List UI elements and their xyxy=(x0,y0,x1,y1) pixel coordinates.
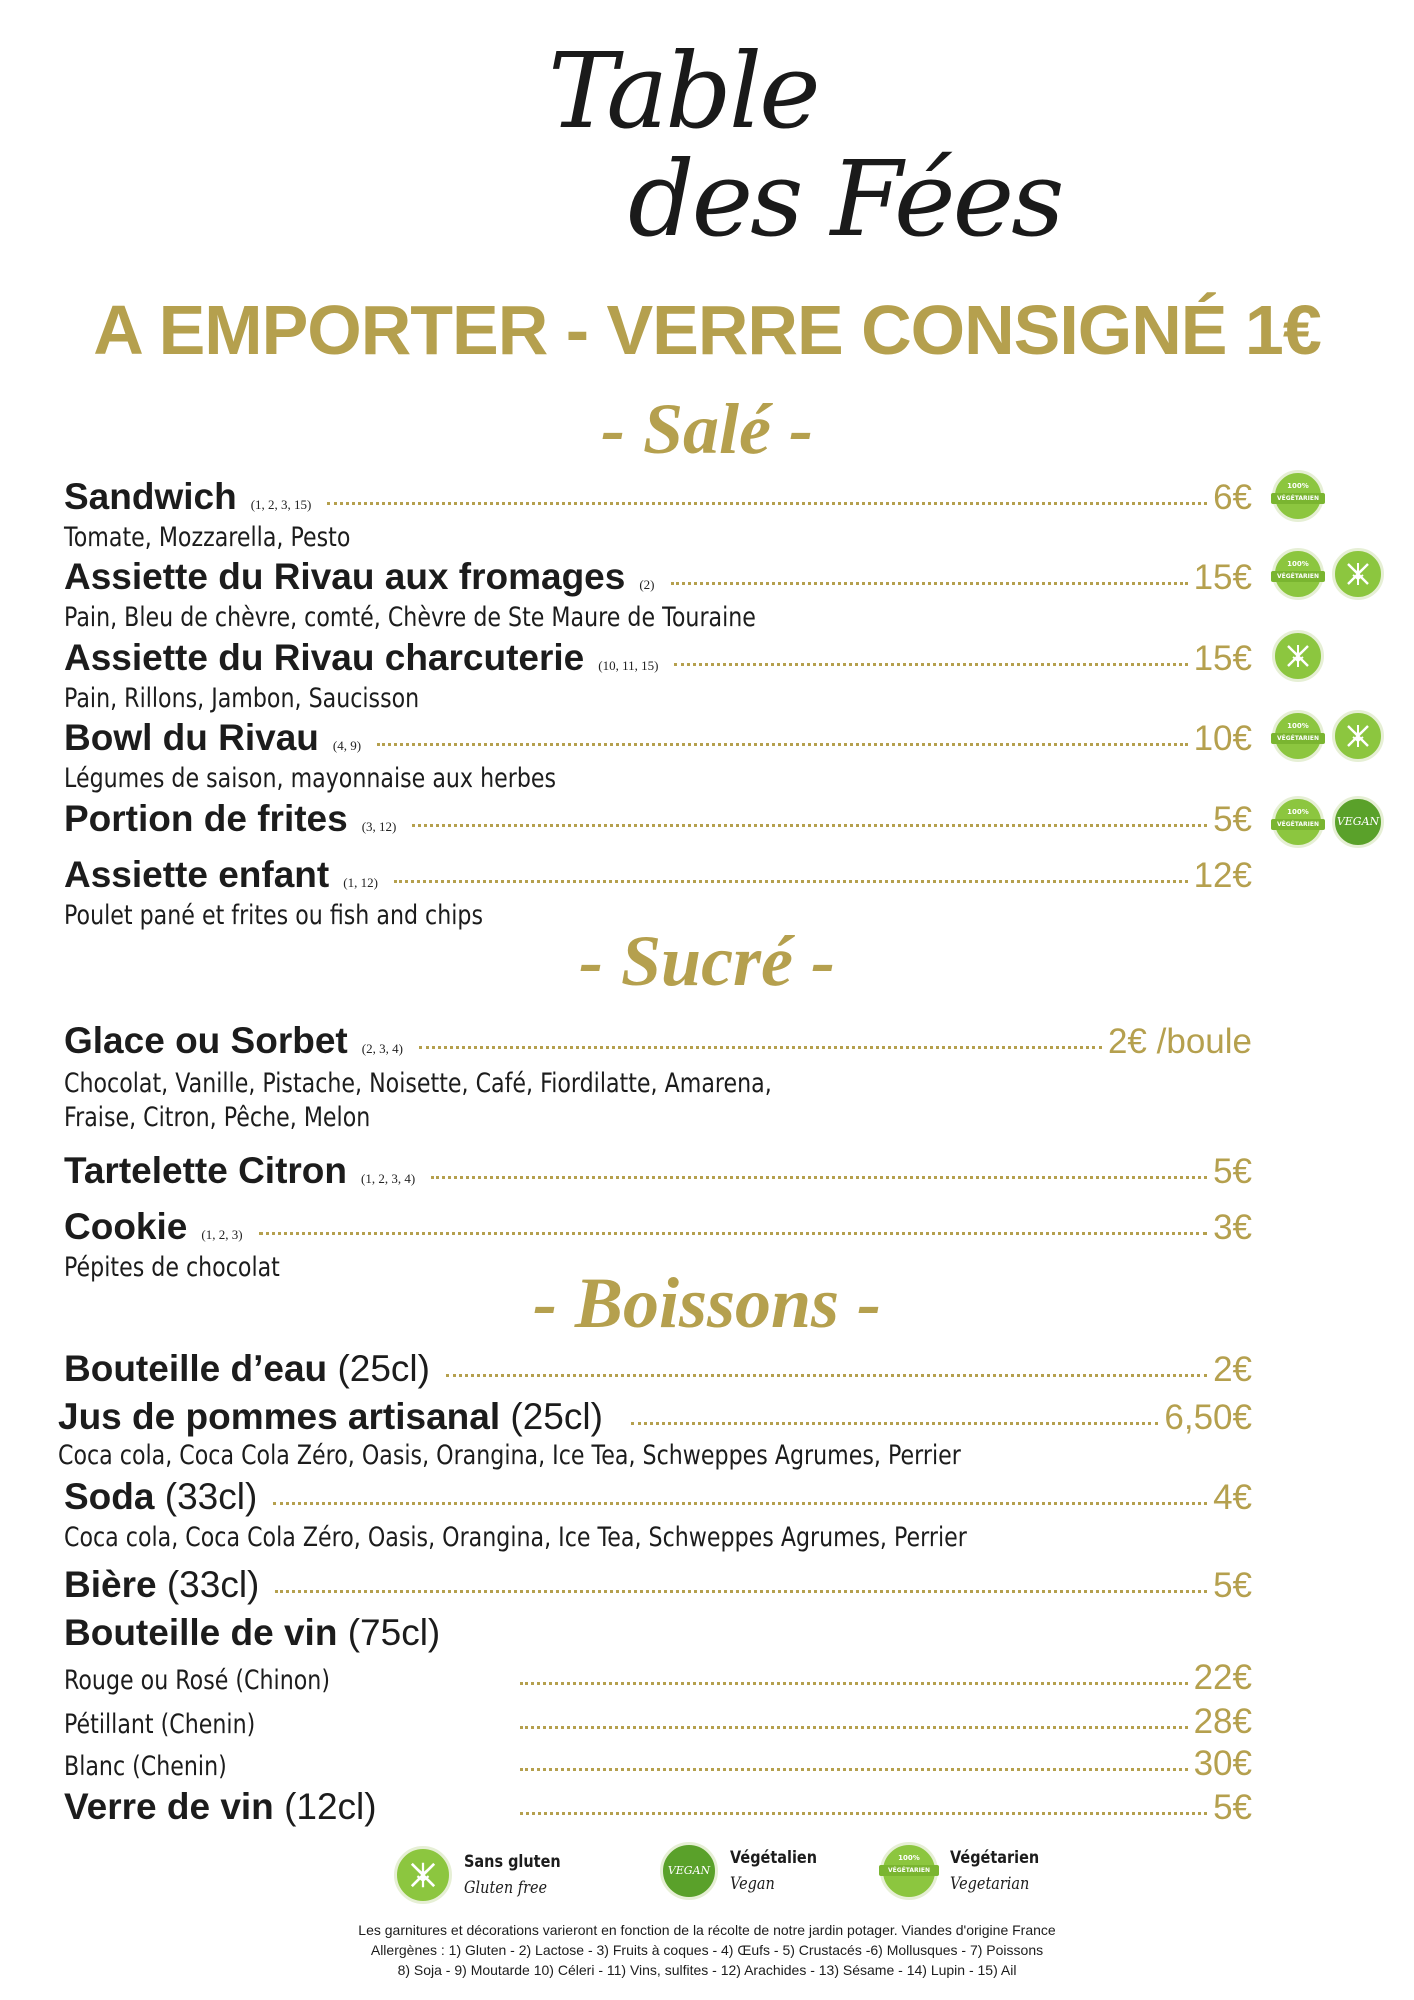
item-name: Tartelette Citron xyxy=(64,1150,348,1191)
vegan-badge: VEGAN xyxy=(660,1842,718,1900)
item-name: Assiette enfant xyxy=(64,854,330,895)
dot-leader xyxy=(394,880,1188,883)
item-name: Verre de vin (12cl) xyxy=(64,1786,377,1827)
menu-item-tartelette xyxy=(64,1150,1252,1192)
vegetarien-badge: 100% VÉGÉTARIEN xyxy=(1272,548,1324,600)
menu-item-sandwich xyxy=(64,476,1252,518)
wheat-crossed-icon xyxy=(1341,719,1375,753)
wine-rouge-rose xyxy=(64,1658,1252,1698)
menu-item-assiette-enfant xyxy=(64,854,1252,896)
badges-bowl xyxy=(1272,710,1384,762)
item-name: Portion de frites xyxy=(64,798,348,839)
wine-price: 30€ xyxy=(1193,1744,1252,1783)
item-description: Pépites de chocolat xyxy=(64,1252,280,1283)
drink-soda xyxy=(64,1476,1252,1518)
item-name: Bouteille de vin (75cl) xyxy=(64,1612,441,1653)
wine-petillant xyxy=(64,1702,1252,1742)
drink-jus-pommes xyxy=(58,1396,1252,1438)
menu-item-assiette-fromages xyxy=(64,556,1252,598)
dot-leader xyxy=(412,824,1207,827)
item-name: Bière (33cl) xyxy=(64,1564,260,1605)
item-allergens: (1, 2, 3, 15) xyxy=(250,497,312,512)
section-title-sucre: - Sucré - xyxy=(579,921,835,1001)
item-allergens: (2) xyxy=(639,577,655,592)
footer-note: Les garnitures et décorations varieront en fonction de la récolte de notre jardin potager. Viandes d'origine France xyxy=(358,1922,1056,1938)
item-allergens: (4, 9) xyxy=(332,738,362,753)
dot-leader xyxy=(327,502,1207,505)
dot-leader xyxy=(419,1046,1102,1049)
item-description: Coca cola, Coca Cola Zéro, Oasis, Orangina, Ice Tea, Schweppes Agrumes, Perrier xyxy=(64,1522,967,1553)
drink-bouteille-vin xyxy=(64,1612,440,1654)
item-allergens: (2, 3, 4) xyxy=(361,1041,403,1056)
menu-item-assiette-charcuterie xyxy=(64,637,1252,679)
drink-bouteille-eau xyxy=(64,1348,1252,1390)
headline: A EMPORTER - VERRE CONSIGNÉ 1€ xyxy=(93,291,1321,369)
item-allergens: (10, 11, 15) xyxy=(598,658,659,673)
item-description: Tomate, Mozzarella, Pesto xyxy=(64,522,351,553)
dot-leader xyxy=(520,1768,1188,1771)
item-price: 5€ xyxy=(1213,1788,1252,1827)
legend-title: Végétarien xyxy=(950,1848,1040,1868)
sans-gluten-badge xyxy=(1272,630,1324,682)
sans-gluten-badge xyxy=(1332,548,1384,600)
item-price: 2€ xyxy=(1213,1350,1252,1389)
legend-subtitle: Vegan xyxy=(730,1874,775,1894)
badges-sandwich xyxy=(1272,470,1324,522)
item-price: 4€ xyxy=(1213,1478,1252,1517)
badges-frites xyxy=(1272,796,1384,848)
item-name: Assiette du Rivau aux fromages xyxy=(64,556,626,597)
footer-allergens-1: Allergènes : 1) Gluten - 2) Lactose - 3) Fruits à coques - 4) Œufs - 5) Crustacés -6) Mollusques - 7) Poissons xyxy=(370,1942,1044,1958)
dot-leader xyxy=(275,1590,1207,1593)
dot-leader xyxy=(674,663,1187,666)
item-description: Poulet pané et frites ou fish and chips xyxy=(64,900,484,931)
item-description: Légumes de saison, mayonnaise aux herbes xyxy=(64,763,557,794)
wine-name: Pétillant (Chenin) xyxy=(64,1709,256,1740)
dot-leader xyxy=(273,1502,1207,1505)
dot-leader xyxy=(446,1374,1207,1377)
item-description: Coca cola, Coca Cola Zéro, Oasis, Orangina, Ice Tea, Schweppes Agrumes, Perrier xyxy=(58,1440,961,1471)
item-name: Cookie xyxy=(64,1206,188,1247)
item-name: Sandwich xyxy=(64,476,237,517)
menu-item-glace xyxy=(64,1020,1252,1062)
vegetarien-badge: 100% VÉGÉTARIEN xyxy=(1272,796,1324,848)
item-description: Pain, Rillons, Jambon, Saucisson xyxy=(64,683,420,714)
dot-leader xyxy=(259,1232,1208,1235)
item-name: Bouteille d’eau (25cl) xyxy=(64,1348,430,1389)
badges-fromages xyxy=(1272,548,1384,600)
item-price: 10€ xyxy=(1193,719,1252,758)
logo-line-1: Table xyxy=(548,30,818,152)
vegan-badge: VEGAN xyxy=(1332,796,1384,848)
item-price: 3€ xyxy=(1213,1208,1252,1247)
item-description: Chocolat, Vanille, Pistache, Noisette, Café, Fiordilatte, Amarena, xyxy=(64,1068,772,1099)
dot-leader xyxy=(520,1682,1188,1685)
wine-price: 28€ xyxy=(1193,1702,1252,1741)
legend-subtitle: Gluten free xyxy=(464,1878,548,1898)
wine-name: Rouge ou Rosé (Chinon) xyxy=(64,1665,330,1696)
item-price: 6,50€ xyxy=(1164,1398,1252,1437)
section-title-sale: - Salé - xyxy=(601,389,813,469)
section-title-boissons: - Boissons - xyxy=(532,1263,882,1343)
vegetarien-badge: 100% VÉGÉTARIEN xyxy=(1272,470,1324,522)
dot-leader xyxy=(431,1176,1207,1179)
dot-leader xyxy=(520,1812,1207,1815)
wine-blanc xyxy=(64,1744,1252,1784)
dot-leader xyxy=(377,743,1188,746)
dot-leader xyxy=(520,1726,1188,1729)
menu-item-bowl xyxy=(64,717,1252,759)
item-allergens: (1, 2, 3, 4) xyxy=(361,1171,416,1186)
vegetarien-badge: 100% VÉGÉTARIEN xyxy=(1272,710,1324,762)
wheat-crossed-icon xyxy=(404,1856,442,1894)
item-price: 15€ xyxy=(1193,558,1252,597)
drink-biere xyxy=(64,1564,1252,1606)
badges-charcuterie xyxy=(1272,630,1324,682)
legend-vegan xyxy=(660,1842,832,1900)
menu-item-cookie xyxy=(64,1206,1252,1248)
wheat-crossed-icon xyxy=(1341,557,1375,591)
dot-leader xyxy=(671,582,1188,585)
vegetarien-badge: 100% VÉGÉTARIEN xyxy=(880,1842,938,1900)
item-price: 5€ xyxy=(1213,1566,1252,1605)
item-price: 12€ xyxy=(1193,856,1252,895)
item-name: Glace ou Sorbet xyxy=(64,1020,348,1061)
legend-sans-gluten xyxy=(394,1846,578,1904)
item-price: 5€ xyxy=(1213,1152,1252,1191)
wine-name: Blanc (Chenin) xyxy=(64,1751,227,1782)
item-name: Assiette du Rivau charcuterie xyxy=(64,637,585,678)
item-price: 6€ xyxy=(1213,478,1252,517)
wheat-crossed-icon xyxy=(1281,639,1315,673)
menu-item-frites xyxy=(64,798,1252,840)
item-allergens: (3, 12) xyxy=(361,819,397,834)
legend-subtitle: Vegetarian xyxy=(950,1874,1030,1894)
item-name: Soda (33cl) xyxy=(64,1476,258,1517)
wine-price: 22€ xyxy=(1193,1658,1252,1697)
item-description: Pain, Bleu de chèvre, comté, Chèvre de Ste Maure de Touraine xyxy=(64,602,756,633)
logo-line-2: des Fées xyxy=(628,138,1062,260)
item-price: 2€ /boule xyxy=(1107,1022,1252,1061)
item-name: Jus de pommes artisanal (25cl) xyxy=(58,1396,603,1437)
sans-gluten-badge xyxy=(394,1846,452,1904)
legend-title: Sans gluten xyxy=(464,1852,561,1872)
sans-gluten-badge xyxy=(1332,710,1384,762)
dot-leader xyxy=(631,1422,1158,1425)
legend-vegetarien xyxy=(880,1842,1055,1900)
item-allergens: (1, 2, 3) xyxy=(201,1227,243,1242)
item-allergens: (1, 12) xyxy=(343,875,378,890)
item-description-2: Fraise, Citron, Pêche, Melon xyxy=(64,1102,371,1133)
item-price: 15€ xyxy=(1193,639,1252,678)
drink-verre-vin xyxy=(64,1786,1252,1828)
footer-allergens-2: 8) Soja - 9) Moutarde 10) Céleri - 11) Vins, sulfites - 12) Arachides - 13) Sésame - 14) Lupin - 15) Ail xyxy=(397,1962,1017,1978)
item-price: 5€ xyxy=(1213,800,1252,839)
item-name: Bowl du Rivau xyxy=(64,717,319,758)
legend-title: Végétalien xyxy=(730,1848,817,1868)
